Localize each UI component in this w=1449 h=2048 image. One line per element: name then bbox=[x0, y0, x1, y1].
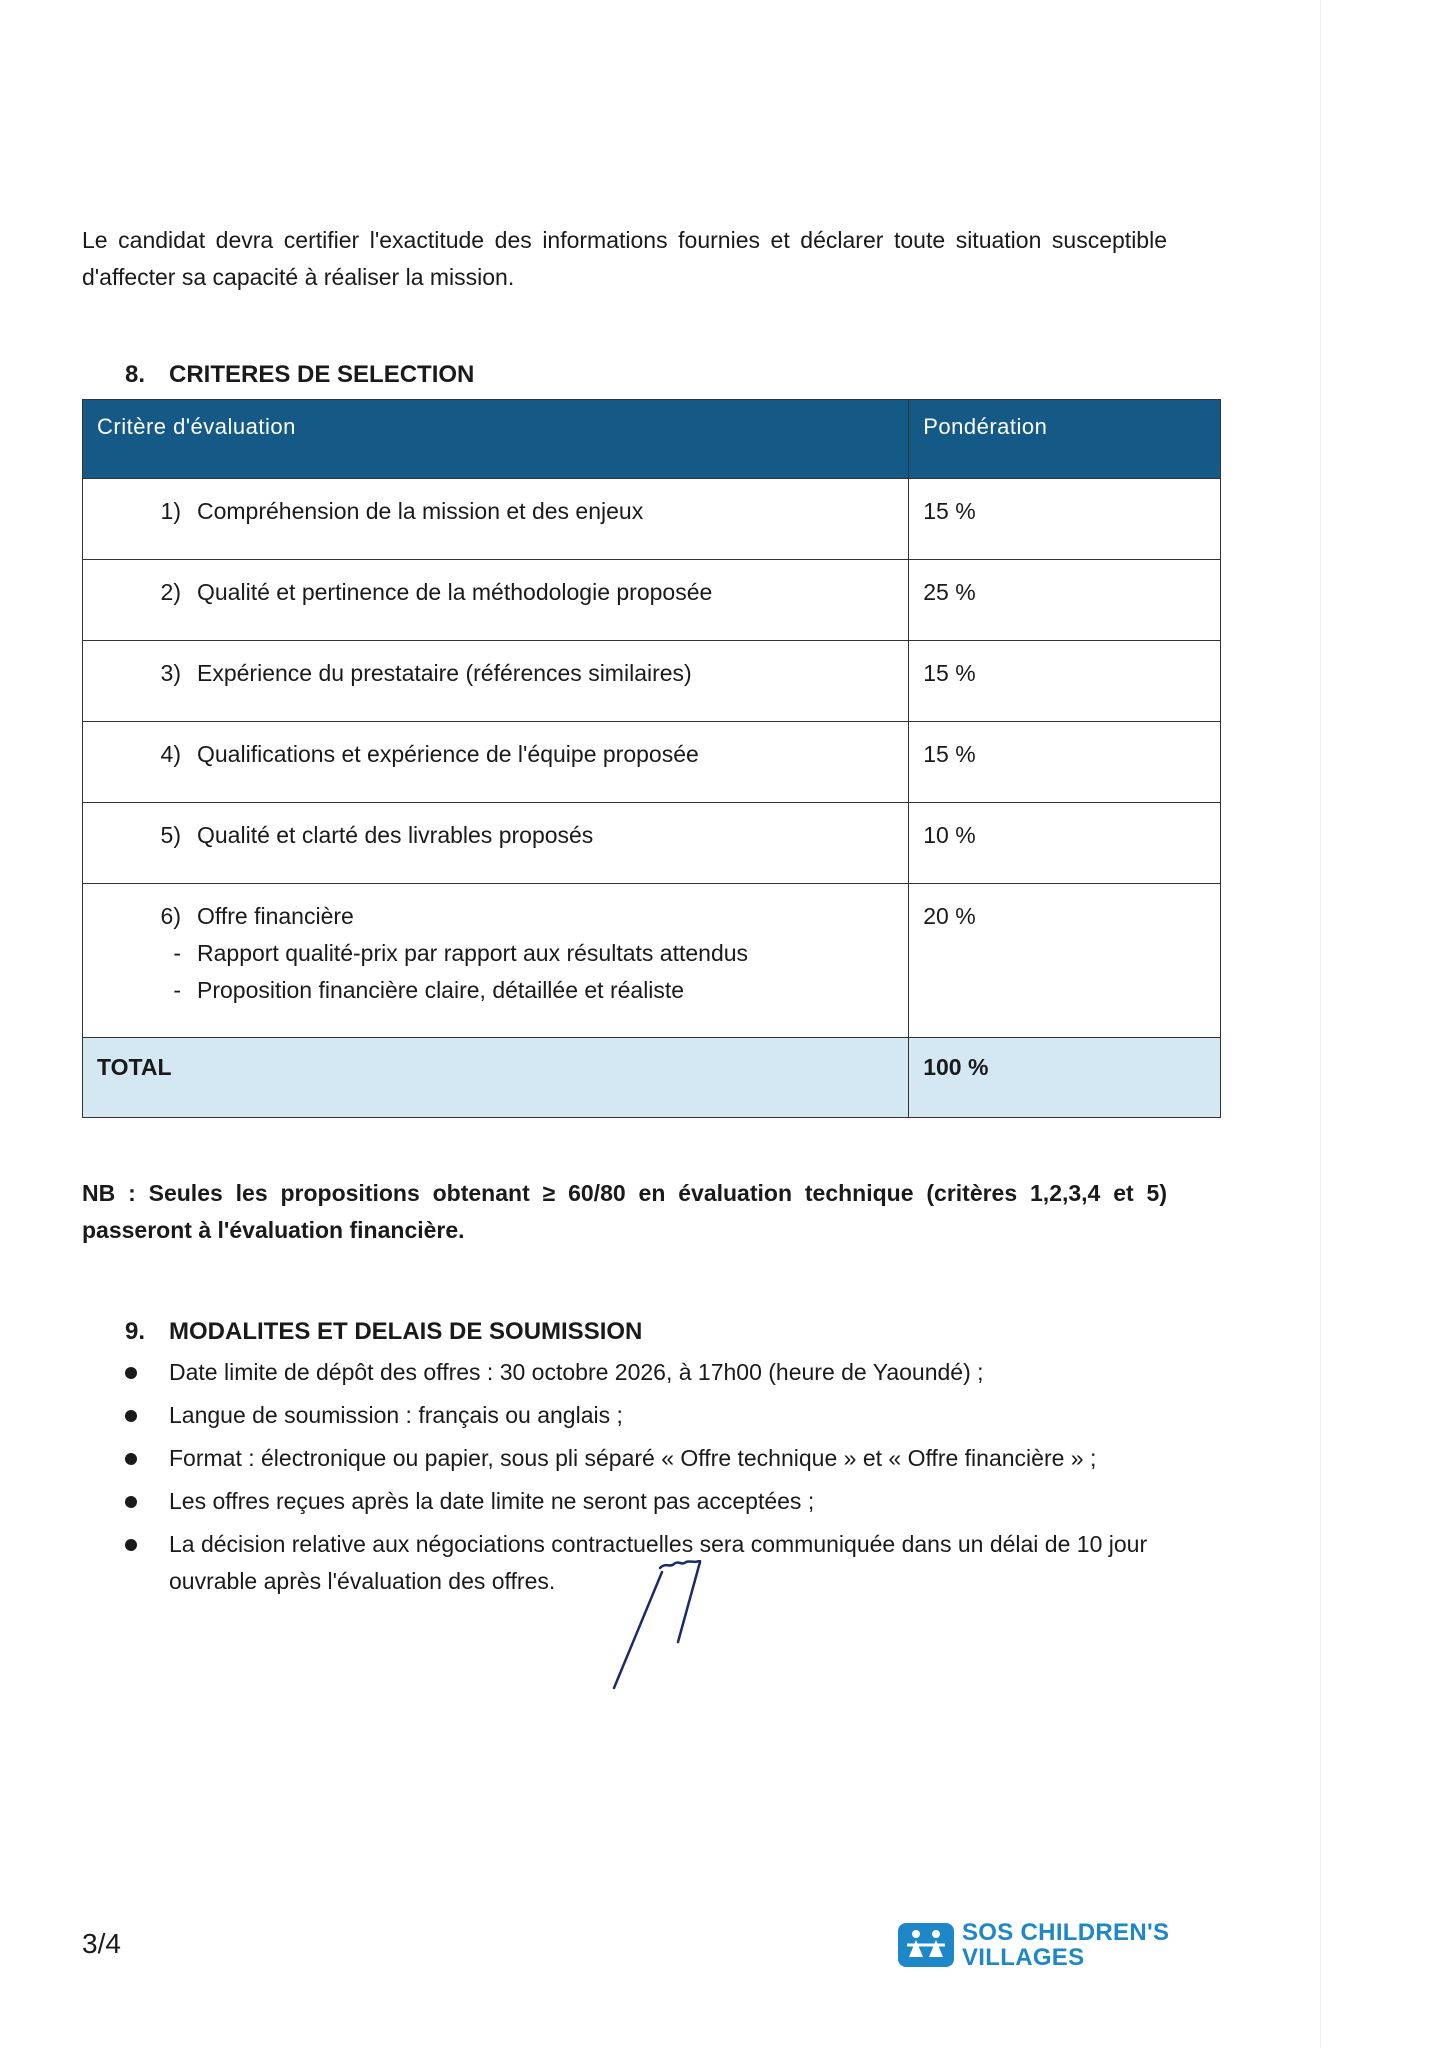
row-weight: 10 % bbox=[923, 822, 976, 848]
bullet-icon bbox=[125, 1539, 137, 1551]
row-label: Offre financière bbox=[197, 903, 354, 929]
bullet-icon bbox=[125, 1453, 137, 1465]
column-header-weight: Pondération bbox=[909, 400, 1221, 479]
column-header-criterion: Critère d'évaluation bbox=[83, 400, 909, 479]
list-item: Les offres reçues après la date limite ne seront pas acceptées ; bbox=[125, 1483, 1170, 1520]
logo-text-line2: VILLAGES bbox=[962, 1944, 1085, 1971]
table-row bbox=[83, 479, 1221, 560]
nb-note: NB : Seules les propositions obtenant ≥ 60/80 en évaluation technique (critères 1,2,3,4 et 5) passeront à l'évaluation financière. bbox=[82, 1180, 1167, 1243]
row-label: Compréhension de la mission et des enjeux bbox=[197, 498, 644, 524]
handwritten-signature bbox=[600, 1560, 720, 1700]
section-number: 9. bbox=[125, 1318, 146, 1345]
row-weight: 20 % bbox=[923, 903, 976, 929]
row-label: Qualité et clarté des livrables proposés bbox=[197, 822, 594, 848]
sos-logo-icon bbox=[898, 1923, 954, 1967]
section-9-heading bbox=[125, 1318, 642, 1346]
row-number: 1) bbox=[160, 498, 181, 524]
dash-marker: - bbox=[173, 977, 181, 1003]
row-subitem: Rapport qualité-prix par rapport aux résultats attendus bbox=[197, 940, 749, 966]
section-number: 8. bbox=[125, 361, 146, 388]
row-number: 6) bbox=[160, 903, 181, 929]
row-label: Qualité et pertinence de la méthodologie proposée bbox=[197, 579, 713, 605]
row-number: 4) bbox=[160, 741, 181, 767]
list-item: Format : électronique ou papier, sous pli séparé « Offre technique » et « Offre financière » ; bbox=[125, 1440, 1170, 1477]
row-weight: 15 % bbox=[923, 741, 976, 767]
table-row bbox=[83, 803, 1221, 884]
intro-paragraph: Le candidat devra certifier l'exactitude des informations fournies et déclarer toute situation susceptible d'affecter sa capacité à réaliser la mission. bbox=[82, 227, 1167, 290]
scan-artifact bbox=[1320, 0, 1321, 2048]
table-row bbox=[83, 884, 1221, 1038]
row-number: 5) bbox=[160, 822, 181, 848]
criteria-table bbox=[82, 399, 1221, 1118]
table-row bbox=[83, 560, 1221, 641]
total-weight: 100 % bbox=[909, 1038, 1221, 1118]
list-item: Langue de soumission : français ou anglais ; bbox=[125, 1397, 1170, 1434]
bullet-icon bbox=[125, 1367, 137, 1379]
table-header-row bbox=[83, 400, 1221, 479]
bullet-icon bbox=[125, 1496, 137, 1508]
bullet-icon bbox=[125, 1410, 137, 1422]
page-number: 3/4 bbox=[82, 1928, 121, 1959]
list-item: Date limite de dépôt des offres : 30 octobre 2026, à 17h00 (heure de Yaoundé) ; bbox=[125, 1354, 1170, 1391]
table-row bbox=[83, 722, 1221, 803]
list-item: La décision relative aux négociations contractuelles sera communiquée dans un délai de 10 jour ouvrable après l'évaluation des offres. bbox=[125, 1526, 1170, 1600]
row-label: Expérience du prestataire (références similaires) bbox=[197, 660, 692, 686]
row-weight: 25 % bbox=[923, 579, 976, 605]
row-weight: 15 % bbox=[923, 498, 976, 524]
sos-childrens-villages-logo bbox=[898, 1920, 1169, 1970]
row-number: 3) bbox=[160, 660, 181, 686]
total-label: TOTAL bbox=[83, 1038, 909, 1118]
dash-marker: - bbox=[173, 940, 181, 966]
section-title: MODALITES ET DELAIS DE SOUMISSION bbox=[169, 1318, 643, 1345]
total-row bbox=[83, 1038, 1221, 1118]
row-subitem: Proposition financière claire, détaillée et réaliste bbox=[197, 977, 685, 1003]
row-weight: 15 % bbox=[923, 660, 976, 686]
row-number: 2) bbox=[160, 579, 181, 605]
logo-text-line1: SOS CHILDREN'S bbox=[962, 1919, 1170, 1946]
table-row bbox=[83, 641, 1221, 722]
section-8-heading bbox=[125, 361, 474, 389]
row-label: Qualifications et expérience de l'équipe proposée bbox=[197, 741, 699, 767]
section-title: CRITERES DE SELECTION bbox=[169, 361, 475, 388]
